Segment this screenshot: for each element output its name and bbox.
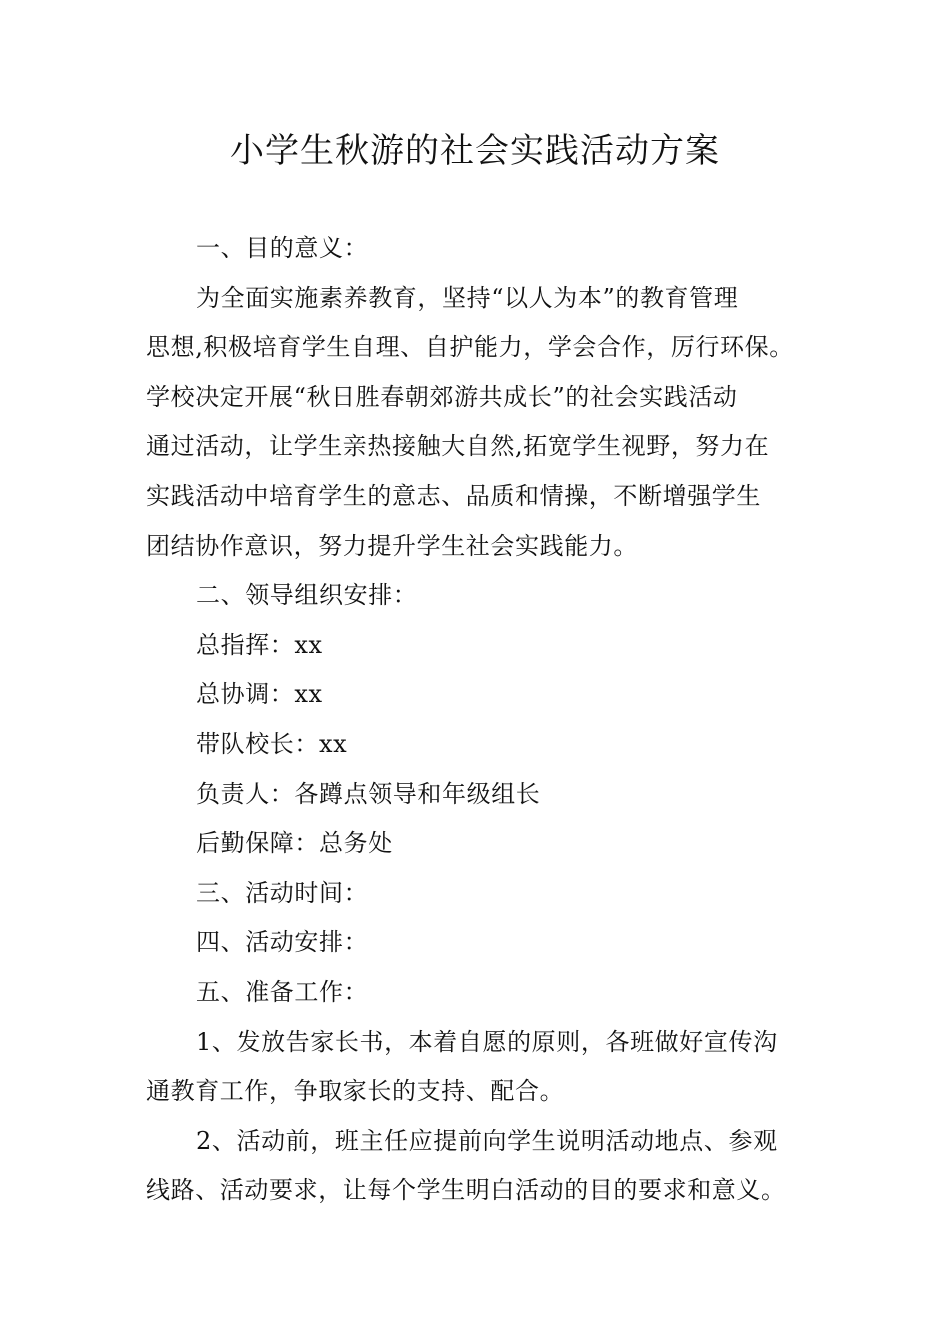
list-item-2-continued: 线路、活动要求，让每个学生明白活动的目的要求和意义。 xyxy=(146,1176,786,1205)
paragraph-line: 学校决定开展“秋日胜春朝郊游共成长”的社会实践活动 xyxy=(146,382,738,411)
section-heading-arrangement: 四、活动安排： xyxy=(196,928,369,957)
list-item-1: 1、发放告家长书，本着自愿的原则，各班做好宣传沟 xyxy=(196,1027,778,1056)
section-heading-purpose: 一、目的意义： xyxy=(196,234,369,262)
section-heading-time: 三、活动时间： xyxy=(196,878,369,907)
paragraph-line: 思想,积极培育学生自理、自护能力，学会合作，厉行环保。 xyxy=(146,333,794,362)
role-coordinator: 总协调：xx xyxy=(196,680,323,709)
list-item-1-continued: 通教育工作，争取家长的支持、配合。 xyxy=(146,1077,565,1106)
role-lead-principal: 带队校长：xx xyxy=(196,729,348,758)
role-responsible: 负责人：各蹲点领导和年级组长 xyxy=(196,779,541,808)
document-title: 小学生秋游的社会实践活动方案 xyxy=(230,131,720,171)
section-heading-organization: 二、领导组织安排： xyxy=(196,581,418,610)
role-logistics: 后勤保障：总务处 xyxy=(196,829,393,858)
paragraph-line: 团结协作意识，努力提升学生社会实践能力。 xyxy=(146,531,638,560)
role-commander: 总指挥：xx xyxy=(196,630,323,659)
paragraph-line: 通过活动，让学生亲热接触大自然,拓宽学生视野，努力在 xyxy=(146,432,770,461)
paragraph-line: 实践活动中培育学生的意志、品质和情操，不断增强学生 xyxy=(146,481,761,510)
section-heading-preparation: 五、准备工作： xyxy=(196,977,369,1006)
paragraph-line: 为全面实施素养教育，坚持“以人为本”的教育管理 xyxy=(196,283,739,312)
document-body xyxy=(146,224,810,1216)
list-item-2: 2、活动前，班主任应提前向学生说明活动地点、参观 xyxy=(196,1126,778,1155)
